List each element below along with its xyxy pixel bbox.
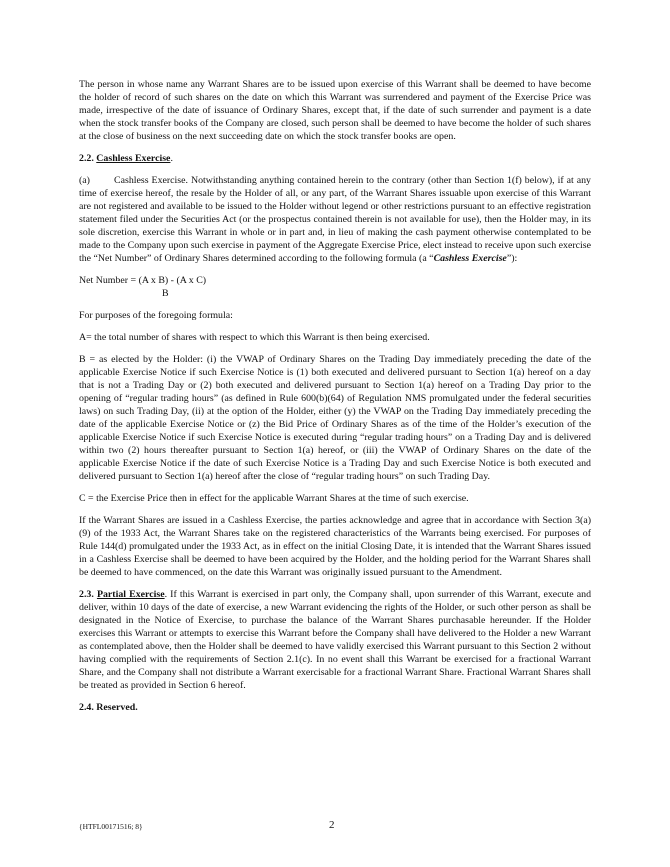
act-1933-paragraph: If the Warrant Shares are issued in a Cashless Exercise, the parties acknowledge and agree that in accordance with Section 3(a)(9) of the 1933 Act, the Warrant Shares take on the registered characteristics of the Warrants being exercised. For purposes of Rule 144(d) promulgated under the 1933 Act, as in effect on the initial Closing Date, it is intended that the Warrant Shares issued in a Cashless Exercise shall be deemed to have been acquired by the Holder, and the holding period for the Warrant Shares shall be deemed to have commenced, on the date this Warrant was originally issued pursuant to the Amendment.	[79, 515, 591, 578]
item-label-a: (a)	[79, 175, 90, 186]
section-2-2-title: Cashless Exercise	[96, 153, 171, 164]
cashless-exercise-text: Cashless Exercise. Notwithstanding anything contained herein to the contrary (other than Section 1(f) below), if at any time of exercise hereof, the resale by the Holder of all, or any part, of the Warrant Shares issuable upon exercise of this Warrant are not registered and available to be issued to the Holder without legend or other restrictions pursuant to an effective registration statement filed under the Securities Act (or the prospectus contained therein is not available for use), then the Holder may, in its sole discretion, exercise this Warrant in whole or in part and, in lieu of making the cash payment otherwise contemplated to be made to the Company upon such exercise in payment of the Aggregate Exercise Price, elect instead to receive upon such exercise the “Net Number” of Ordinary Shares determined according to the following formula (a “	[79, 175, 591, 264]
section-2-3-paragraph	[79, 588, 591, 692]
section-2-2-heading	[79, 152, 591, 165]
section-2-3-number: 2.3.	[79, 589, 97, 600]
formula-purposes-line: For purposes of the foregoing formula:	[79, 310, 233, 321]
section-2-2-period: .	[170, 153, 173, 164]
page-body	[79, 78, 591, 723]
page-number: 2	[329, 819, 335, 831]
section-2-2-number: 2.2.	[79, 153, 97, 164]
formula-denominator: B	[162, 288, 169, 299]
formula-numerator: Net Number = (A x B) - (A x C)	[79, 275, 207, 286]
cashless-exercise-defined-term: Cashless Exercise	[433, 253, 507, 264]
definition-c: C = the Exercise Price then in effect for the applicable Warrant Shares at the time of such exercise.	[79, 493, 469, 504]
section-2-3-text: . If this Warrant is exercised in part only, the Company shall, upon surrender of this Warrant, execute and deliver, within 10 days of the date of exercise, a new Warrant evidencing the rights of the Holder, or such other person as shall be designated in the Notice of Exercise, to purchase the balance of the Warrant Shares purchasable hereunder. If the Holder exercises this Warrant or attempts to exercise this Warrant before the Company shall have delivered to the Holder a new Warrant as contemplated above, then the Holder shall be deemed to have validly exercised this Warrant pursuant to this Section 2 without having complied with the requirements of Section 2.1(c). In no event shall this Warrant be exercised for a fractional Warrant Share, and the Company shall not distribute a Warrant exercisable for a fractional Warrant Share. Fractional Warrant Shares shall be treated as provided in Section 6 hereof.	[79, 589, 592, 691]
footer-document-id: {HTFL00171516; 8}	[79, 822, 143, 831]
section-2-3-title: Partial Exercise	[96, 589, 165, 600]
cashless-exercise-paragraph	[79, 174, 591, 265]
record-holder-paragraph: The person in whose name any Warrant Shares are to be issued upon exercise of this Warrant shall be deemed to have become the holder of record of such shares on the date on which this Warrant was surrendered and payment of the Exercise Price was made, irrespective of the date of issuance of Ordinary Shares, except that, if the date of such surrender and payment is a date when the stock transfer books of the Company are closed, such person shall be deemed to have become the holder of such shares at the close of business on the next succeeding date on which the stock transfer books are open.	[79, 79, 591, 142]
definition-a: A= the total number of shares with respect to which this Warrant is then being exercised.	[79, 332, 430, 343]
section-2-4-heading: 2.4. Reserved.	[79, 702, 138, 713]
cashless-exercise-text-end: ”):	[506, 253, 518, 264]
definition-b: B = as elected by the Holder: (i) the VWAP of Ordinary Shares on the Trading Day immediately preceding the date of the applicable Exercise Notice if such Exercise Notice is (1) both executed and delivered pursuant to Section 1(a) hereof on a day that is not a Trading Day or (2) both executed and delivered pursuant to Section 1(a) hereof on a Trading Day prior to the opening of “regular trading hours” (as defined in Rule 600(b)(64) of Regulation NMS promulgated under the federal securities laws) on such Trading Day, (ii) at the option of the Holder, either (y) the VWAP on the Trading Day immediately preceding the date of the applicable Exercise Notice or (z) the Bid Price of Ordinary Shares as of the time of the Holder’s execution of the applicable Exercise Notice if such Exercise Notice is executed during “regular trading hours” on a Trading Day and is delivered within two (2) hours thereafter pursuant to Section 1(a) hereof, or (iii) the VWAP of Ordinary Shares on the date of the applicable Exercise Notice if the date of such Exercise Notice is a Trading Day and such Exercise Notice is both executed and delivered pursuant to Section 1(a) hereof after the close of “regular trading hours” on such Trading Day.	[79, 354, 591, 482]
net-number-formula	[79, 274, 591, 300]
